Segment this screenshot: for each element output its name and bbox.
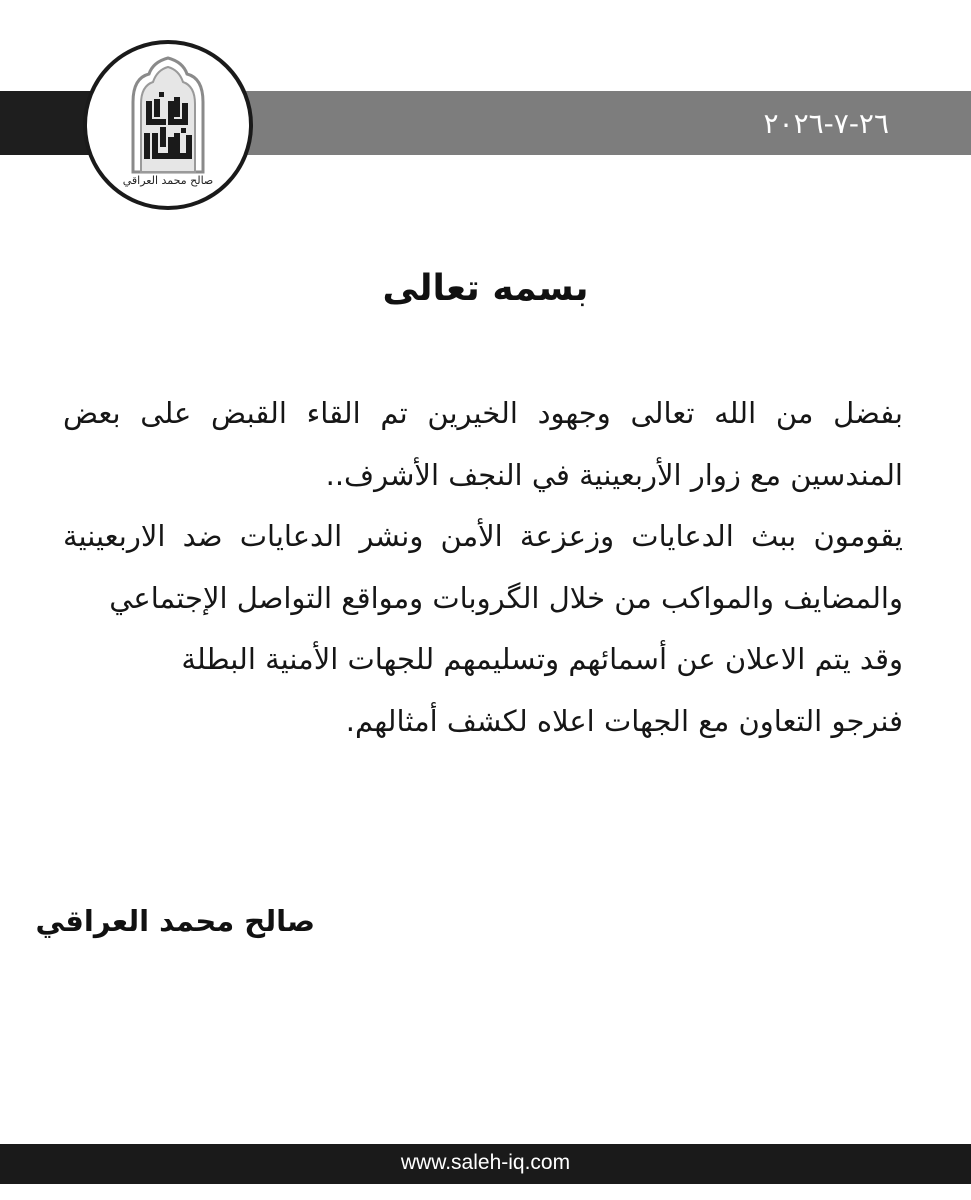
paragraph-4: فنرجو التعاون مع الجهات اعلاه لكشف أمثالهم. <box>345 703 903 738</box>
paragraph-2: يقومون ببث الدعايات وزعزعة الأمن ونشر الدعايات ضد الاربعينية والمضايف والمواكب من خلال الگروبات ومواقع التواصل الإجتماعي <box>63 519 903 615</box>
logo <box>83 40 253 210</box>
paragraph-3: وقد يتم الاعلان عن أسمائهم وتسليمهم للجهات الأمنية البطلة <box>181 642 903 676</box>
document-heading: بسمه تعالى <box>382 268 589 309</box>
paragraph-1: بفضل من الله تعالى وجهود الخيرين تم القاء القبض على بعض المندسين مع زوار الأربعينية في النجف الأشرف.. <box>63 396 903 492</box>
header-band-accent <box>0 91 92 155</box>
document-date: ٢٦-٧-٢٠٢٦ <box>763 107 889 140</box>
website-link[interactable]: www.saleh-iq.com <box>400 1151 571 1174</box>
signature: صالح محمد العراقي <box>35 904 315 938</box>
document-body <box>63 383 903 752</box>
logo-caption: صالح محمد العراقي <box>122 174 214 187</box>
